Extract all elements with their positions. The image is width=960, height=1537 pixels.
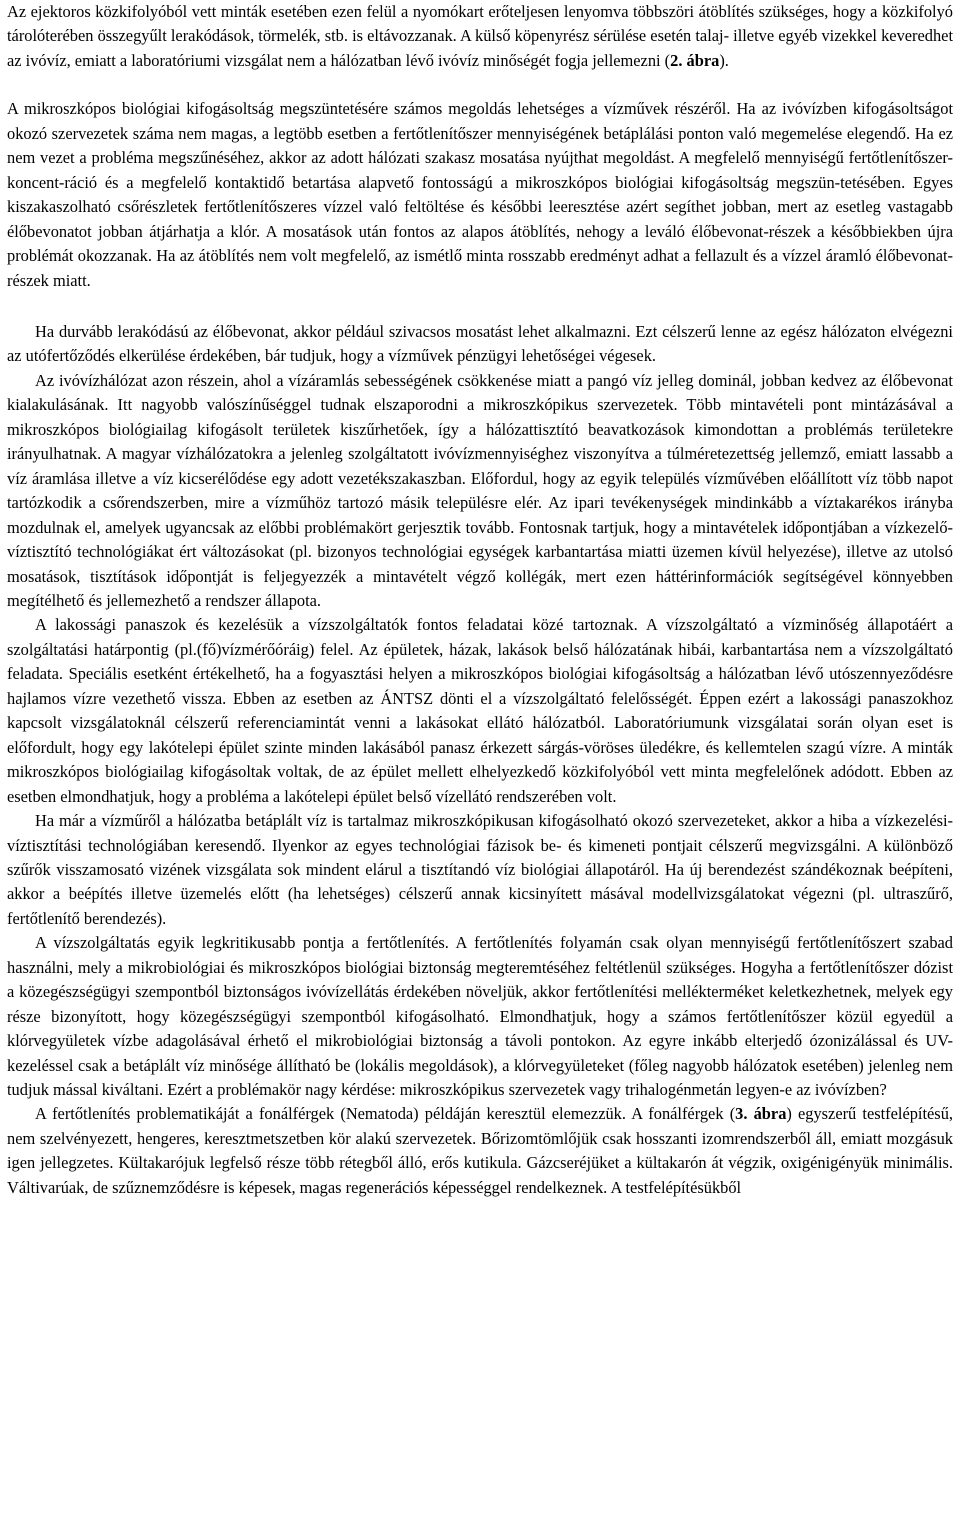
paragraph-1-text-a: Az ejektoros közkifolyóból vett minták esetében ezen felül a nyomókart erőteljesen lenyomva többszöri átöblítés szükséges, hogy a közkifolyó tárolóterében összegyűlt lerakódások, törmelék, stb. is eltávozzanak. A külső köpenyrész sérülése esetén talaj- illetve egyéb vizekkel keveredhet az ivóvíz, emiatt a laboratóriumi vizsgálat nem a hálózatban lévő ivóvíz minőségét fogja jellemezni ( — [7, 2, 953, 70]
paragraph-4: Az ivóvízhálózat azon részein, ahol a vízáramlás sebességének csökkenése miatt a pangó víz jelleg dominál, jobban kedvez az élőbevonat kialakulásának. Itt nagyobb valószínűséggel tudnak elszaporodni a mikroszkópikus szervezetek. Több mintavételi pont mintázásával a mikroszkópos biológiailag kifogásolt területek kiszűrhetőek, így a hálózattisztító beavatkozások kimondottan a problémás területekre irányulhatnak. A magyar vízhálózatokra a jelenleg szolgáltatott ivóvízmennyiséghez viszonyítva a túlméretezettség jellemző, emiatt lassabb a víz áramlása illetve a víz kicserélődése egy adott vezetékszakaszban. Előfordul, hogy az egyik település vízművében előállított víz több napot tartózkodik a csőrendszerben, mire a vízműhöz tartozó másik településre elér. Az ipari tevékenységek mindinkább a víztakarékos irányba mozdulnak el, amelyek ugyancsak az előbbi problémakört gerjesztik tovább. Fontosnak tartjuk, hogy a mintavételek időpontjában a vízkezelő-víztisztító technológiákat ért változásokat (pl. bizonyos technológiai egységek karbantartása miatti üzemen kívül helyezése), illetve az utolsó mosatások, tisztítások időpontját is feljegyezzék a mintavételt végző kollégák, mert ezen háttérinformációk segítségével könnyebben megítélhető és jellemezhető a rendszer állapota. — [7, 370, 953, 610]
paragraph-8 — [7, 1102, 953, 1200]
paragraph-8-text-b: ) egyszerű testfelépítésű, nem szelvényezett, hengeres, keresztmetszetben kör alakú szervezetek. Bőrizomtömlőjük csak hosszanti izomrendszerből áll, emiatt mozgásuk igen jellegzetes. Kültakarójuk legfelső része több rétegből álló, erős kutikula. Gázcseréjüket a kültakarón át végzik, oxigénigényük minimális. Váltivarúak, de szűznemződésre is képesek, magas regenerációs képességgel rendelkeznek. A testfelépítésükből — [7, 1104, 953, 1197]
paragraph-5: A lakossági panaszok és kezelésük a vízszolgáltatók fontos feladatai közé tartoznak. A vízszolgáltató a vízminőség állapotáért a szolgáltatási határpontig (pl.(fő)vízmérőóráig) felel. Az épületek, házak, lakások belső hálózatának hibái, karbantartása nem a vízszolgáltató feladata. Speciális esetként értékelhető, ha a fogyasztási helyen a mikroszkópos biológiai kifogásoltság a hálózatban lévő utószennyeződésre hajlamos vízre vezethető vissza. Ebben az esetben az ÁNTSZ dönti el a vízszolgáltató felelősségét. Éppen ezért a lakossági panaszokhoz kapcsolt vizsgálatoknál célszerű referenciamintát venni a lakásokat ellátó hálózatból. Laboratóriumunk vizsgálatai során olyan eset is előfordult, hogy egy lakótelepi épület szinte minden lakásából panasz érkezett sárgás-vöröses üledékre, és kellemtelen szagú vízre. A minták mikroszkópos biológiailag kifogásoltak voltak, de az épület mellett elhelyezkedő közkifolyóból vett minta megfelelőnek adódott. Ebben az esetben elmondhatjuk, hogy a probléma a lakótelepi épület belső vízellátó rendszerében volt. — [7, 615, 953, 806]
paragraph-8-text-a: A fertőtlenítés problematikáját a fonálférgek (Nematoda) példáján keresztül elemezzük. A fonálférgek ( — [35, 1104, 736, 1124]
document-page — [7, 0, 953, 1200]
paragraph-1-text-b: ). — [719, 50, 729, 70]
paragraph-6: Ha már a vízműről a hálózatba betáplált víz is tartalmaz mikroszkópikusan kifogásolható okozó szervezeteket, akkor a hiba a vízkezelési-víztisztítási technológiában keresendő. Ilyenkor az egyes technológiai fázisok be- és kimeneti pontjait célszerű megvizsgálni. A különböző szűrők visszamosató vizének vizsgálata sok mindent elárul a tisztítandó víz biológiai állapotáról. Ha új berendezést szándékoznak beépíteni, akkor a beépítés illetve üzemelés előtt (ha lehetséges) célszerű annak kicsinyített másával modellvizsgálatokat végezni (pl. ultraszűrő, fertőtlenítő berendezés). — [7, 811, 953, 928]
paragraph-2: A mikroszkópos biológiai kifogásoltság megszüntetésére számos megoldás lehetséges a vízművek részéről. Ha az ivóvízben kifogásoltságot okozó szervezetek száma nem magas, a legtöbb esetben a fertőtlenítőszer mennyiségének betáplálási ponton való megemelése elegendő. Ha ez nem vezet a probléma megszűnéséhez, akkor az adott hálózati szakasz mosatása nyújthat megoldást. A megfelelő mennyiségű fertőtlenítőszer-koncent-ráció és a megfelelő kontaktidő betartása alapvető fontosságú a mikroszkópos biológiai kifogásoltság megszün-tetésében. Egyes kiszakaszolható csőrészletek fertőtlenítőszeres vízzel való feltöltése és későbbi leeresztése azért segíthet jobban, mert az esetleg vastagabb élőbevonatot jobban átjárhatja a klór. A mosatások után fontos az alapos átöblítés, nehogy a leváló élőbevonat-részek a későbbiekben újra problémát okozzanak. Ha az átöblítés nem volt megfelelő, az ismétlő minta rosszabb eredményt adhat a fellazult és a vízzel áramló élőbevonat-részek miatt. — [7, 99, 953, 290]
figure-reference-3: 3. ábra — [735, 1104, 787, 1124]
figure-reference-2: 2. ábra — [670, 50, 720, 70]
paragraph-3: Ha durvább lerakódású az élőbevonat, akkor például szivacsos mosatást lehet alkalmazni. Ezt célszerű lenne az egész hálózaton elvégezni az utófertőződés elkerülése érdekében, bár tudjuk, hogy a vízművek pénzügyi lehetőségei végesek. — [7, 321, 953, 366]
paragraph-1 — [7, 0, 953, 73]
paragraph-7: A vízszolgáltatás egyik legkritikusabb pontja a fertőtlenítés. A fertőtlenítés folyamán csak olyan mennyiségű fertőtlenítőszert szabad használni, mely a mikrobiológiai és mikroszkópos biológiai biztonság megteremtéséhez feltétlenül szükséges. Hogyha a fertőtlenítőszer dózist a közegészségügyi szempontból biztonságos ivóvízellátás érdekében növeljük, akkor fertőtlenítési mellékterméket keletkezhetnek, melyek egy része bizonyított, hogy közegészségügyi szempontból kifogásolható. Elmondhatjuk, hogy a számos fertőtlenítőszer közül egyedül a klórvegyületek vízbe adagolásával érhető el mikrobiológiai biztonság a távoli pontokon. Az egyre inkább elterjedő ózonizálással és UV-kezeléssel csak a betáplált víz minősége állítható be (lokális megoldások), a klórvegyületeket (főleg nagyobb hálózatok esetében) jelenleg nem tudjuk mással kiváltani. Ezért a problémakör nagy kérdése: mikroszkópikus szervezetek vagy trihalogénmetán legyen-e az ivóvízben? — [7, 933, 953, 1100]
